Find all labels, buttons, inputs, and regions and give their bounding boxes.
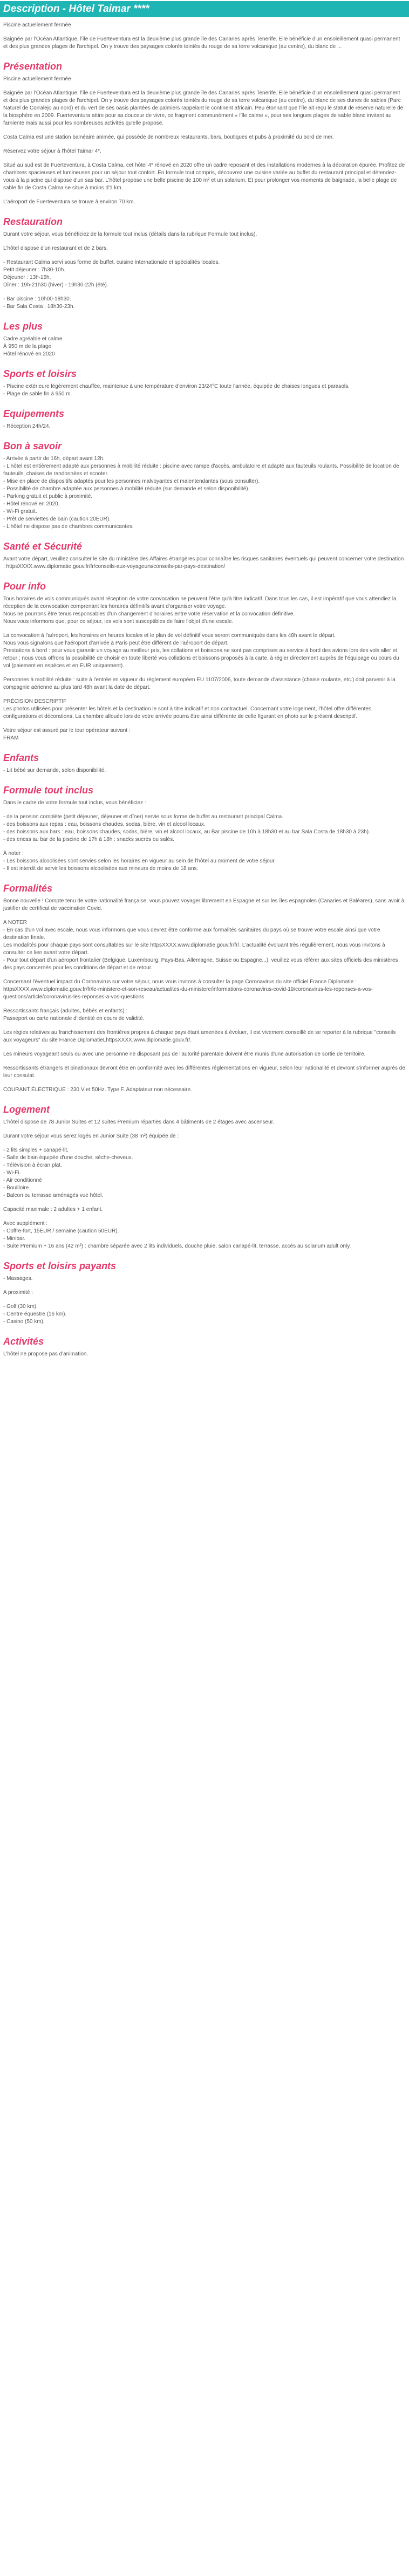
paragraph: FRAM bbox=[3, 735, 19, 741]
list-item: - des encas au bar de la piscine de 17h à 18h : snacks sucrés ou salés. bbox=[3, 837, 174, 842]
activites-text: L'hôtel ne propose pas d'animation. bbox=[3, 1351, 88, 1357]
paragraph: Ressortissants français (adultes, bébés et enfants) : bbox=[3, 1008, 128, 1014]
section-heading-sports: Sports et loisirs bbox=[3, 368, 77, 379]
list-item: - Suite Premium + 16 ans (42 m²) : chambre séparée avec 2 lits individuels, douche pluie, salon canapé-lit, terrasse, accès au solarium adult only. bbox=[3, 1243, 351, 1249]
list-item: À 950 m de la plage bbox=[3, 344, 51, 350]
formalites-p1: Bonne nouvelle ! Compte tenu de votre nationalité française, vous pouvez voyager librement en Espagne et sur les îles espagnoles (Canaries et Baléares), sans avoir à justifier de certificat de vaccination Covid. bbox=[3, 898, 405, 912]
list-item: - Parking gratuit et public à proximité. bbox=[3, 494, 93, 499]
list-item: Cadre agréable et calme bbox=[3, 336, 63, 342]
payants-p2: A proximité : bbox=[3, 1290, 33, 1296]
list-item: - Centre équestre (16 km). bbox=[3, 1311, 67, 1317]
list-item: - de la pension complète (petit déjeuner, déjeuner et dîner) servie sous forme de buffet au restaurant principal Calma. bbox=[3, 814, 283, 820]
list-item: - Wi-Fi. bbox=[3, 1170, 21, 1176]
section-heading-sante: Santé et Sécurité bbox=[3, 541, 83, 552]
pour-info-block-4 bbox=[3, 698, 406, 721]
restauration-list-1 bbox=[3, 259, 406, 289]
formule-list bbox=[3, 813, 406, 844]
pour-info-block-2 bbox=[3, 632, 406, 670]
content bbox=[0, 17, 409, 1358]
section-heading-sports-payants: Sports et loisirs payants bbox=[3, 1260, 117, 1271]
paragraph: La convocation à l'aéroport, les horaires en heures locales et le plan de vol définitif vous seront communiqués dans les 48h avant le départ. bbox=[3, 633, 336, 639]
sante-text: Avant votre départ, veuillez consulter le site du ministère des Affaires étrangères pour connaître les risques sanitaires éventuels qui peuvent concerner votre destination : httpsXXXX.www.diplomatie.gouv.fr/fr/conseils-aux-voyageurs/conseils-par-pays-destination/ bbox=[3, 556, 404, 570]
formalites-p2: Concernant l'éventuel impact du Coronavirus sur votre séjour, nous vous invitons à consulter la page Coronavirus du site officiel France Diplomatie : httpsXXXX.www.diplomatie.gouv.fr/fr/le-ministere-et-son-reseau/actualites-du-ministere/informations-coronavirus-covid-19/coronavirus-les-reponses-a-vos-questions/article/coronavirus-les-reponses-a-vos-questions bbox=[3, 979, 373, 1000]
list-item: - Hôtel rénové en 2020. bbox=[3, 501, 60, 507]
list-item: - Prêt de serviettes de bain (caution 20EUR). bbox=[3, 516, 111, 522]
pour-info-p3: Personnes à mobilité réduite : suite à l'entrée en vigueur du règlement européen EU 1107/2006, toute demande d'assistance (chaise roulante, etc.) doit parvenir à la compagnie aérienne au plus tard 48h avant la date de départ. bbox=[3, 677, 396, 690]
list-item: - Les boissons alcoolisées sont servies selon les horaires en vigueur au sein de l'hôtel au moment de votre séjour. bbox=[3, 858, 276, 864]
les-plus-list bbox=[3, 335, 406, 358]
section-heading-pour-info: Pour info bbox=[3, 581, 46, 592]
logement-p2: Durant votre séjour vous serez logés en Junior Suite (38 m²) équipée de : bbox=[3, 1133, 179, 1139]
list-item: - Coffre-fort, 15EUR / semaine (caution 50EUR). bbox=[3, 1228, 119, 1234]
paragraph: Prestations à bord : pour vous garantir un voyage au meilleur prix, les collations et boissons ne sont pas comprises au service à bord des avions lors des vols aller et retour ; nous vous offrons la possibilité de choisir en toute liberté vos collations et boissons proposés à la carte, à régler directement auprès de l'équipage ou cours du vol (paiement en espèces et en EUR uniquement). bbox=[3, 648, 399, 669]
section-heading-presentation: Présentation bbox=[3, 61, 63, 72]
list-item: Déjeuner : 13h-15h. bbox=[3, 275, 51, 280]
section-heading-formalites: Formalités bbox=[3, 883, 53, 894]
presentation-p2: Costa Calma est une station balnéaire animée, qui possède de nombreux restaurants, bars, boutiques et pubs à proximité du bord de mer. bbox=[3, 134, 334, 140]
list-item: - Bar piscine : 10h00-18h30. bbox=[3, 296, 71, 302]
pour-info-block-5 bbox=[3, 727, 406, 742]
presentation-label: Piscine actuellement fermée bbox=[3, 76, 71, 82]
list-item: - Golf (30 km). bbox=[3, 1304, 38, 1310]
formalites-p7: COURANT ÉLECTRIQUE : 230 V et 50Hz. Type F. Adaptateur non nécessaire. bbox=[3, 1087, 192, 1093]
paragraph: Votre séjour est assuré par le tour opérateur suivant : bbox=[3, 728, 131, 734]
list-item: - Bouilloire bbox=[3, 1185, 29, 1191]
list-item: - Arrivée à partir de 16h, départ avant 12h. bbox=[3, 456, 105, 462]
list-item: - Minibar. bbox=[3, 1236, 26, 1242]
section-heading-logement: Logement bbox=[3, 1104, 50, 1115]
formule-p1: Dans le cadre de votre formule tout inclus, vous bénéficiez : bbox=[3, 800, 146, 806]
paragraph: - Pour tout départ d'un aéroport frontalier (Belgique, Luxembourg, Pays-Bas, Allemagne, Suisse ou Espagne...), veuillez vous référer aux sites officiels des ministères des pays concernés pour les conditions de départ et de retour. bbox=[3, 957, 398, 971]
list-item: - Bar Sala Costa : 18h30-23h. bbox=[3, 304, 75, 310]
paragraph: Les modalités pour chaque pays sont consultables sur le site httpsXXXX.www.diplomatie.gouv.fr/fr/. L'actualité évoluant très régulièrement, nous vous invitons à consulter ce lien avant votre départ. bbox=[3, 942, 385, 956]
paragraph: Nous vous signalons que l'aéroport d'arrivée à Paris peut être différent de l'aéroport de départ. bbox=[3, 640, 229, 646]
list-item: Petit déjeuner : 7h30-10h. bbox=[3, 267, 66, 273]
list-item: - Wi-Fi gratuit. bbox=[3, 509, 37, 515]
list-item: - Restaurant Calma servi sous forme de buffet, cuisine internationale et spécialités locales. bbox=[3, 259, 220, 265]
list-item: - Plage de sable fin à 950 m. bbox=[3, 391, 72, 397]
restauration-list-2 bbox=[3, 296, 406, 311]
presentation-p1: Baignée par l'Océan Atlantique, l'île de Fuerteventura est la deuxième plus grande île des Canaries après Tenerife. Elle bénéficie d'un ensoleillement quasi permanent et des plus grandes plages de l'archipel. On y trouve des paysages colorés teintés du rouge de sa terre volcanique (au centre), du blanc de ses dunes de sables (Parc Naturel de Corralejo au nord) et du vert de ses oasis plantées de palmiers rappelant le continent africain. Peu étonnant que l'île ait reçu le statut de réserve naturelle de la biosphère en 2009. Fuerteventura attire pour sa douceur de vivre, ce fragment communément « l'île calme », pour ses longues plages de sable blanc invitant au farniente mais aussi pour les nombreuses activités qu'elle propose. bbox=[3, 90, 404, 126]
intro-label: Piscine actuellement fermée bbox=[3, 22, 71, 28]
logement-list bbox=[3, 1147, 406, 1200]
section-heading-enfants: Enfants bbox=[3, 752, 39, 763]
list-item: - Casino (50 km). bbox=[3, 1319, 45, 1325]
list-item: - L'hôtel est entièrement adapté aux personnes à mobilité réduite : piscine avec rampe d'accès, ambulatoire et adapté aux fauteuils roulants. Possibilité de location de fauteuils, chaises de randonnées et scooter. bbox=[3, 463, 399, 477]
paragraph: Passeport ou carte nationale d'identité en cours de validité. bbox=[3, 1016, 145, 1022]
enfants-text: - Lit bébé sur demande, selon disponibilité. bbox=[3, 768, 106, 773]
list-item: - Mise en place de dispositifs adaptés pour les personnes malvoyantes et malentendantes (sous consulter). bbox=[3, 478, 260, 484]
paragraph: Tous horaires de vols communiqués avant réception de votre convocation ne peuvent l'être qu'à titre indicatif. Dans tous les cas, il est impératif que vous attendiez la réception de la convocation comprenant les horaires définitifs avant d'organiser votre voyage. bbox=[3, 596, 397, 609]
list-item: - des boissons aux repas : eau, boissons chaudes, sodas, bière, vin et alcool locaux. bbox=[3, 821, 206, 827]
section-heading-activites: Activités bbox=[3, 1336, 44, 1347]
formalites-p5: Les mineurs voyageant seuls ou avec une personne ne disposant pas de l'autorité parentale doivent être munis d'une autorisation de sortie de territoire. bbox=[3, 1051, 366, 1057]
payants-list bbox=[3, 1303, 406, 1326]
section-heading-equipements: Equipements bbox=[3, 408, 65, 419]
restauration-p1: Durant votre séjour, vous bénéficiez de la formule tout inclus (détails dans la rubrique Formule tout inclus). bbox=[3, 231, 257, 237]
payants-p1: - Massages. bbox=[3, 1276, 33, 1282]
title-bar bbox=[0, 1, 409, 17]
intro-text: Baignée par l'Océan Atlantique, l'île de Fuerteventura est la deuxième plus grande île des Canaries après Tenerife. Elle bénéficie d'un ensoleillement quasi permanent et des plus grandes plages de l'archipel. On y trouve des paysages colorés teintés du rouge de sa terre volcanique (au centre), du blanc de ... bbox=[3, 36, 400, 50]
list-item: - Salle de bain équipée d'une douche, sèche-cheveux. bbox=[3, 1155, 133, 1161]
page-title: Description - Hôtel Taimar **** bbox=[3, 3, 149, 15]
paragraph: Avec supplément : bbox=[3, 1221, 48, 1227]
page bbox=[0, 1, 409, 1358]
equipements-text: - Réception 24h/24. bbox=[3, 423, 51, 429]
formalites-notes bbox=[3, 919, 406, 972]
formalites-block-3 bbox=[3, 1008, 406, 1023]
restauration-p2: L'hôtel dispose d'un restaurant et de 2 bars. bbox=[3, 245, 108, 251]
logement-supplements bbox=[3, 1220, 406, 1250]
formalites-p6: Ressortissants étrangers et binationaux devront être en conformité avec les différentes réglementations en vigueur, selon leur nationalité et devront s'informer auprès de leur consulat. bbox=[3, 1065, 405, 1079]
logement-p3: Capacité maximale : 2 adultes + 1 enfant. bbox=[3, 1207, 103, 1212]
paragraph: Les photos utilisées pour présenter les hôtels et la destination le sont à titre indicatif et non contractuel. Concernant votre logement, l'hôtel offre différentes configurations et décorations. La chambre allouée lors de votre arrivée pourra être ainsi différente de celle figurant en photo sur le présent descriptif. bbox=[3, 706, 371, 720]
formalites-p4: Les règles relatives au franchissement des frontières propres à chaque pays étant amenées à évoluer, il est vivement conseillé de se reporter à la rubrique "conseils aux voyageurs" du site France DiplomatieLhttpsXXXX.www.diplomatie.gouv.fr/. bbox=[3, 1030, 396, 1043]
logement-p1: L'hôtel dispose de 78 Junior Suites et 12 suites Premium réparties dans 4 bâtiments de 2 étages avec ascenseur. bbox=[3, 1119, 275, 1125]
paragraph: Nous vous informons que, pour ce séjour, les vols sont susceptibles de faire l'objet d'une escale. bbox=[3, 619, 234, 625]
list-item: - Air conditionné bbox=[3, 1177, 42, 1183]
note-label: A NOTER bbox=[3, 920, 27, 926]
paragraph: Nous ne pourrons être tenus responsables d'un changement d'horaires entre votre réservation et la convocation définitive. bbox=[3, 611, 295, 617]
section-heading-formule: Formule tout inclus bbox=[3, 785, 94, 796]
pour-info-block-1 bbox=[3, 595, 406, 626]
list-item: - 2 lits simples + canapé-lit, bbox=[3, 1147, 69, 1153]
list-item: - Balcon ou terrasse aménagés vue hôtel. bbox=[3, 1193, 104, 1198]
section-heading-les-plus: Les plus bbox=[3, 321, 43, 332]
list-item: - des boissons aux bars : eau, boissons chaudes, sodas, bière, vin et alcool locaux, au Bar piscine de 10h à 18h30 et au bar Sala Costa de 18h30 à 23h). bbox=[3, 829, 370, 835]
presentation-p5: L'aéroport de Fuerteventura se trouve à environ 70 km. bbox=[3, 199, 135, 205]
section-heading-restauration: Restauration bbox=[3, 216, 63, 227]
paragraph: PRÉCISION DESCRIPTIF bbox=[3, 698, 67, 704]
paragraph: - En cas d'un vol avec escale, nous vous informons que vous devrez être conforme aux formalités sanitaires du pays où se trouve votre escale ainsi que votre destination finale. bbox=[3, 927, 380, 941]
list-item: - Piscine extérieure légèrement chauffée, maintenue à une température d'environ 23/24°C toute l'année, équipée de chaises longues et parasols. bbox=[3, 383, 350, 389]
list-item: - Il est interdit de servir les boissons alcoolisées aux mineurs de moins de 18 ans. bbox=[3, 866, 199, 872]
note-label: À noter : bbox=[3, 851, 24, 857]
list-item: Hôtel rénové en 2020 bbox=[3, 351, 55, 357]
list-item: - Possibilité de chambre adaptée aux personnes à mobilité réduite (sur demande et selon disponibilité). bbox=[3, 486, 250, 492]
sports-list bbox=[3, 383, 406, 398]
bon-a-savoir-list bbox=[3, 455, 406, 531]
formule-notes bbox=[3, 850, 406, 873]
section-heading-bon-a-savoir: Bon à savoir bbox=[3, 441, 62, 451]
list-item: - L'hôtel ne dispose pas de chambres communicantes. bbox=[3, 524, 134, 530]
list-item: - Télévision à écran plat. bbox=[3, 1162, 62, 1168]
presentation-p4: Situé au sud est de Fuerteventura, à Costa Calma, cet hôtel 4* rénové en 2020 offre un cadre reposant et des installations modernes à la décoration épurée. Profitez de chambres spacieuses et lumineuses pour un séjour tout confort. En formule tout compris, découvrez une cuisine variée au buffet du restaurant principal et détendez-vous à la piscine qui dispose d'un sas bar. L'hôtel propose une belle piscine de 100 m² et un solarium. Et pour prolonger vos moments de baignade, la belle plage de sable fin de Costa Calma se situe à moins d'1 km. bbox=[3, 162, 405, 191]
presentation-p3: Réservez votre séjour à l'hôtel Taimar 4*. bbox=[3, 148, 101, 154]
list-item: Dîner : 19h-21h30 (hiver) - 19h30-22h (été). bbox=[3, 282, 108, 288]
